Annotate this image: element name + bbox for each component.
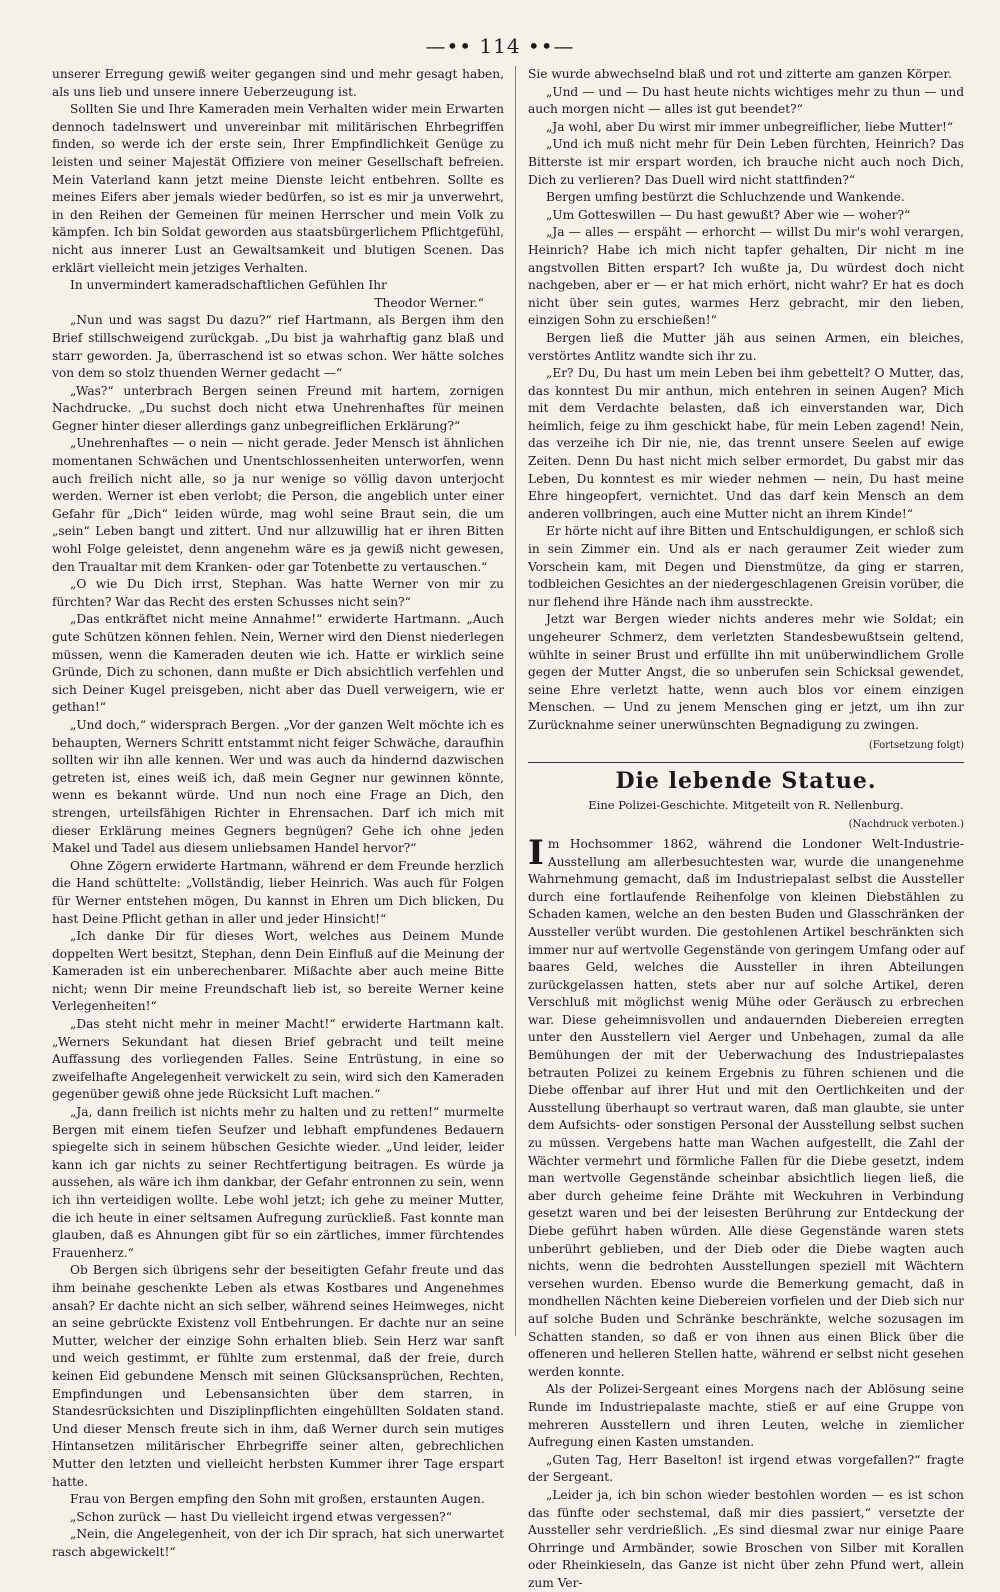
left-paragraph: unserer Erregung gewiß weiter gegangen sind und mehr gesagt haben, als uns lieb und unsere innere Ueberzeugung ist. [52,67,504,99]
left-paragraph: „Das steht nicht mehr in meiner Macht!“ erwiderte Hartmann kalt. „Werners Sekundant hat diesen Brief gebracht und teilt meine Auffassung des vorliegenden Falles. Seine Entrüstung, in eine so zweifelhafte Angelegenheit verwickelt zu sein, wird sich den Kameraden gegenüber gewiß ohne jede Rücksicht Luft machen.“ [52,1017,504,1102]
section-rule [528,762,964,763]
page-number: —•• 114 ••— [425,34,575,58]
right-column [528,66,964,1592]
left-paragraph: Ohne Zögern erwiderte Hartmann, während er dem Freunde herzlich die Hand schüttelte: „Vollständig, lieber Heinrich. Was auch für Folgen für Werner entstehen mögen, Du kannst in Ehren um Dich blicken, Du hast Deine Pflicht gethan in aller und jeder Hinsicht!“ [52,858,504,926]
left-column [52,66,504,1561]
right-paragraph: „Und — und — Du hast heute nichts wichtiges mehr zu thun — und auch morgen nicht — alles ist gut beendet?“ [528,84,964,117]
story-paragraph: Als der Polizei-Sergeant eines Morgens nach der Ablösung seine Runde im Industriepalaste machte, stieß er auf eine Gruppe von mehreren Ausstellern und ihren Leuten, welche in ziemlicher Aufregung einen Kasten umstanden. [528,1382,964,1450]
right-paragraph: Bergen ließ die Mutter jäh aus seinen Armen, ein bleiches, verstörtes Antlitz wandte sich ihr zu. [528,330,964,363]
right-paragraph: Sie wurde abwechselnd blaß und rot und zitterte am ganzen Körper. [528,67,952,81]
right-paragraph: Bergen umfing bestürzt die Schluchzende und Wankende. [546,190,905,205]
left-paragraph: Frau von Bergen empfing den Sohn mit großen, erstaunten Augen. [70,1492,485,1507]
left-paragraph: „Das entkräftet nicht meine Annahme!“ erwiderte Hartmann. „Auch gute Schützen können fehlen. Nein, Werner wird den Dienst niederlegen müssen, wenn die Kameraden deuten wie ich. Hatte er wirklich seine Gründe, Dich zu schonen, dann mußte er Dich absichtlich verfehlen und sich Deiner Kugel preisgeben, nicht aber das Duell verweigern, wie er gethan!“ [52,612,504,715]
right-paragraph: Er hörte nicht auf ihre Bitten und Entschuldigungen, er schloß sich in sein Zimmer ein. Und als er nach geraumer Zeit wieder zum Vorschein kam, mit Degen und Dienstmütze, da ging er starren, todbleichen Gesichtes an der niedergeschlagenen Greisin vorüber, die nur flehend ihre Hände nach ihm ausstreckte. [528,524,964,609]
left-paragraph: In unvermindert kameradschaftlichen Gefühlen Ihr [70,278,387,293]
right-paragraph: „Und ich muß nicht mehr für Dein Leben fürchten, Heinrich? Das Bitterste ist mir erspart worden, ich brauche nicht auch noch Dich, Dich zu verlieren? Das Duell wird nicht stattfinden?“ [528,137,964,187]
left-paragraph: Sollten Sie und Ihre Kameraden mein Verhalten wider mein Erwarten dennoch tadelnswert und unvereinbar mit militärischen Ehrbegriffen finden, so werde ich der erste sein, Ihrer Empfindlichkeit Genüge zu leisten und seiner Majestät Offiziere von meiner Gesellschaft befreien. Mein Vaterland kann jetzt meine Dienste leicht entbehren. Sollte es meines Eifers aber jemals wieder bedürfen, so ist es mir ja unverwehrt, in den Reihen der Gemeinen für meinen Herrscher und mein Volk zu kämpfen. Ich bin Soldat geworden aus staatsbürgerlichem Pflichtgefühl, nicht aus innerer Lust an Gewaltsamkeit und blutigen Scenen. Das erklärt vielleicht mein jetziges Verhalten. [52,102,504,275]
left-paragraph: „Ja, dann freilich ist nichts mehr zu halten und zu retten!“ murmelte Bergen mit einem tiefen Seufzer und lebhaft empfundenes Bedauern spiegelte sich in seinem hübschen Gesichte wieder. „Und leider, leider kann ich gar nichts zu seiner Rechtfertigung beitragen. Es würde ja aussehen, als wäre ich ihm dankbar, der Gefahr entronnen zu sein, wenn ich ihn verteidigen wollte. Lebe wohl jetzt; ich gehe zu meiner Mutter, die ich heute in einer seltsamen Aufregung zurückließ. Fast konnte man glauben, daß es Ahnungen gibt für so ein zärtliches, immer fürchtendes Frauenherz.“ [52,1105,504,1260]
story-paragraph: „Leider ja, ich bin schon wieder bestohlen worden — es ist schon das fünfte oder sechstemal, daß mir dies passiert,“ versetzte der Aussteller sehr verdrießlich. „Es sind diesmal zwar nur einige Paare Ohrringe und Armbänder, sowie Broschen von Silber mit Korallen oder Rheinkieseln, das Ganze ist nicht über zehn Pfund wert, allein zum Ver- [528,1487,964,1590]
column-divider [515,66,516,1336]
story-title: Die lebende Statue. [615,768,877,795]
left-paragraph: „Schon zurück — hast Du vielleicht irgend etwas vergessen?“ [70,1509,452,1524]
left-paragraph: Ob Bergen sich übrigens sehr der beseitigten Gefahr freute und das ihm beinahe geschenkte Leben als etwas Kostbares und Angenehmes ansah? Er dachte nicht an sich selber, während seines Heimweges, nicht an seine gebrückte Existenz voll Entbehrungen. Er dachte nur an seine Mutter, welcher der einzige Sohn erhalten blieb. Sein Herz war sanft und weich gestimmt, er fühlte zum erstenmal, daß der freie, durch keinen Eid gebundene Mensch mit seinen Glücksansprüchen, Rechten, Empfindungen und Lebensansichten über dem starren, in Standesrücksichten und Disziplinpflichten eingehüllten Soldaten stand. Und dieser Mensch freute sich in ihm, daß Werner durch sein mutiges Hintansetzen militärischer Ehrbegriffe seiner alten, gebrechlichen Mutter den letzten und vielleicht herbsten Kummer ihrer Tage erspart hatte. [52,1263,504,1489]
left-paragraph: „Und doch,“ widersprach Bergen. „Vor der ganzen Welt möchte ich es behaupten, Werners Schritt entstammt nicht feiger Schwäche, daraufhin sollten wir ihn alle kennen. Wer und was auch da hindernd dazwischen getreten ist, eines weiß ich, daß mein Gegner nur gewinnen könnte, wenn es bekannt würde. Und nun noch eine Frage an Dich, den strengen, urteilsfähigen Richter in Ehrensachen. Darf ich mich mit dieser Erklärung meines Gegners begnügen? Gehe ich ohne jeden Makel und Tadel aus diesem unliebsamen Handel hervor?“ [52,717,504,856]
story-first-paragraph [528,832,964,1381]
story-first-paragraph-text: m Hochsommer 1862, während die Londoner Welt-Industrie-Ausstellung am allerbesuchtesten war, wurde die unangenehme Wahrnehmung gemacht, daß im Industriepalast selbst die Aussteller durch eine fortlaufende Reihenfolge von kleinen Diebstählen zu Schaden kamen, welche an den besten Buden und Glasschränken der Aussteller verübt wurden. Die gestohlenen Artikel beschränkten sich immer nur auf wertvolle Gegenstände von geringem Umfang oder auf baares Geld, welches die Aussteller in ihren Abteilungen zurückgelassen hatten, stets aber nur auf solche Artikel, deren Verschluß mit möglichst wenig Mühe oder Geräusch zu erbrechen war. Diese geheimnisvollen und andauernden Diebereien erregten unter den Ausstellern viel Aerger und Unbehagen, zumal da alle Bemühungen der mit der Ueberwachung des Industriepalastes betrauten Polizei zu keinem Ergebnis zu führen schienen und die Diebe offenbar auf ihrer Hut und mit den Oertlichkeiten und der Ausstellung überhaupt so vertraut waren, daß man glaubte, sie unter dem Aufsichts- oder sonstigen Personal der Ausstellung selbst suchen zu müssen. Vergebens hatte man Wachen aufgestellt, die Zahl der Wächter vermehrt und förmliche Fallen für die Diebe gesetzt, indem man wertvolle Gegenstände scheinbar absichtlich liegen ließ, die aber durch geheime feine Drähte mit Weckuhren in Verbindung gesetzt waren und bei der leisesten Berührung zur Entdeckung der Diebe geführt haben würden. Alle diese Gegenstände waren stets unberührt geblieben, und der Dieb oder die Diebe wagten auch nichts, wenn die bedrohten Ausstellungen speziell mit Wächtern versehen wurden. Ebenso wurde die Bemerkung gemacht, daß in mondhellen Nächten keine Diebereien vorfielen und der Dieb sich nur auf solche Buden und Schränke beschränkte, welche sozusagen im Schatten standen, so daß er von ihnen aus einen Blick über die offeneren und helleren Stellen hatte, während er selbst nicht gesehen werden konnte. [528,836,964,1379]
right-paragraph: „Ja wohl, aber Du wirst mir immer unbegreiflicher, liebe Mutter!“ [546,119,954,134]
right-paragraph: Jetzt war Bergen wieder nichts anderes mehr wie Soldat; ein ungeheurer Schmerz, dem verletzten Standesbewußtsein geltend, wühlte in seiner Brust und erfüllte ihn mit unüberwindlichem Grolle gegen der Mutter Angst, die so unberufen sein Schicksal gewendet, seine Ehre verletzt hatte, wenn auch blos vor einem einzigen Menschen. — Und zu jenem Menschen ging er jetzt, um ihn zur Zurücknahme seiner unerwünschten Begnadigung zu zwingen. [528,612,964,732]
right-paragraph: „Ja — alles — erspäht — erhorcht — willst Du mir's wohl verargen, Heinrich? Habe ich mich nicht tapfer gehalten, Dir nicht m ine angstvollen Bitten erspart? Ich wußte ja, Du würdest doch nicht nachgeben, aber er — er hat mich erhört, nicht wahr? Er hat es doch nicht über sein gutes, warmes Herz gebracht, mir den lieben, einzigen Sohn zu erschießen!“ [528,225,964,328]
left-paragraph: „Ich danke Dir für dieses Wort, welches aus Deinem Munde doppelten Wert besitzt, Stephan, denn Dein Einfluß auf die Meinung der Kameraden ist ein unberechenbarer. Mißachte aber auch meine Bitte nicht; wenn Dir meine Freundschaft lieb ist, so bereite Werner keine Verlegenheiten!“ [52,929,504,1014]
continuation-note: (Fortsetzung folgt) [868,739,964,751]
left-paragraph: „Was?“ unterbrach Bergen seinen Freund mit hartem, zornigen Nachdrucke. „Du suchst doch nicht etwa Unehrenhaftes für meinen Gegner hinter dieser allerdings ganz unbegreiflichen Erklärung?“ [52,383,504,433]
story-subtitle: Eine Polizei-Geschichte. Mitgeteilt von R. Nellenburg. [588,797,904,812]
left-paragraph: „O wie Du Dich irrst, Stephan. Was hatte Werner von mir zu fürchten? War das Recht des ersten Schusses nicht sein?“ [52,577,504,609]
right-paragraph: „Er? Du, Du hast um mein Leben bei ihm gebettelt? O Mutter, das, das konntest Du mir anthun, mich entehren in seinen Augen? Mich mit dem Verdachte belasten, daß ich einverstanden war, Dich heimlich, feige zu ihm geschickt habe, für mein Leben zagend! Nein, das verzeihe ich Dir nie, nie, das trennt unsere Seelen auf ewige Zeiten. Denn Du hast nicht mich selber ermordet, Du gabst mir das Leben, Du konntest es mir wieder nehmen — nein, Du hast meine Ehre hingeopfert, vernichtet. Und das darf kein Mensch an dem anderen vollbringen, auch eine Mutter nicht an ihrem Kinde!“ [528,366,964,521]
left-paragraph: „Nein, die Angelegenheit, von der ich Dir sprach, hat sich unerwartet rasch abgewickelt!“ [52,1527,504,1559]
right-paragraph: „Um Gotteswillen — Du hast gewußt? Aber wie — woher?“ [546,207,911,222]
left-paragraph: „Unehrenhaftes — o nein — nicht gerade. Jeder Mensch ist ähnlichen momentanen Schwächen und Unentschlossenheiten unterworfen, wenn auch freilich nicht alle, so ja nur wenige so völlig davon unterjocht werden. Werner ist eben verlobt; die Person, die angeblich unter einer Gefahr für „Dich“ leiden würde, mag wohl seine Braut sein, die um „sein“ Leben bangt und zittert. Und nur allzuwillig hat er ihren Bitten wohl Folge geleistet, denn angenehm wäre es ja gewiß nicht gewesen, den Traualtar mit dem Kranken- oder gar Totenbette zu vertauschen.“ [52,436,504,574]
story-paragraph: „Guten Tag, Herr Baselton! ist irgend etwas vorgefallen?“ fragte der Sergeant. [528,1452,964,1485]
left-paragraph: „Nun und was sagst Du dazu?“ rief Hartmann, als Bergen ihm den Brief stillschweigend zurückgab. „Du bist ja wahrhaftig ganz blaß und starr geworden. Ja, überraschend ist so etwas schon. Wer hätte solches von dem so stolz thuenden Werner gedacht —“ [52,313,504,381]
letter-signature: Theodor Werner.“ [374,295,484,310]
drop-cap: I [528,832,544,873]
reprint-note: (Nachdruck verboten.) [848,819,964,831]
